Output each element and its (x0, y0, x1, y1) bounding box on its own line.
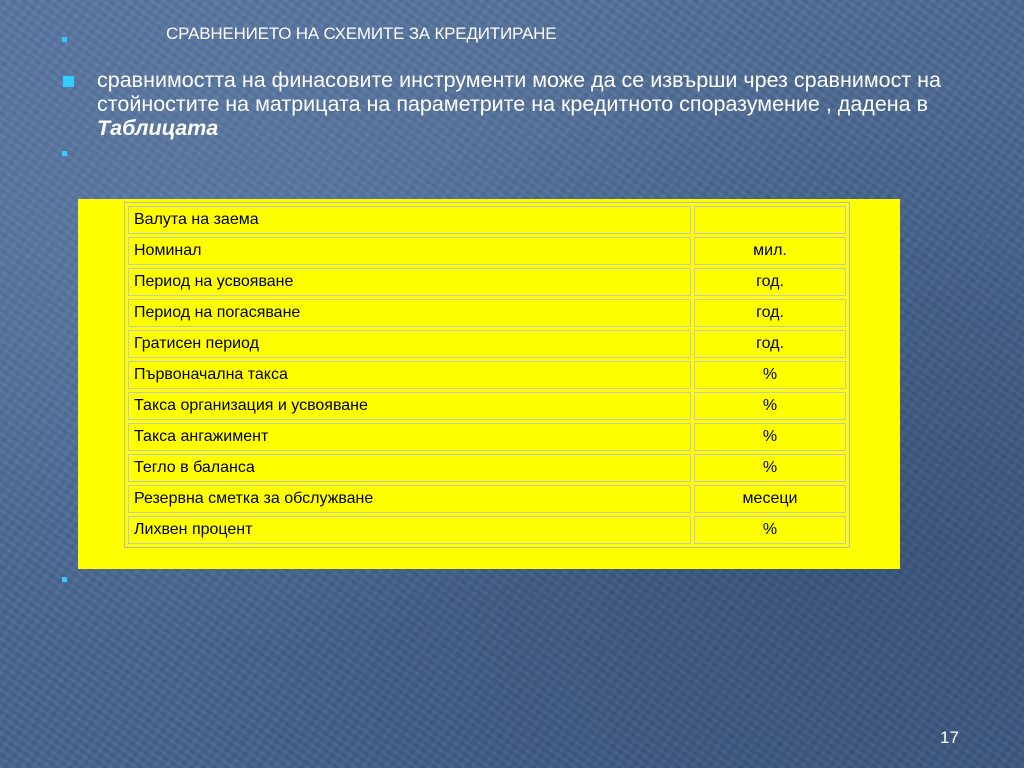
param-name: Номинал (128, 237, 691, 265)
page-number: 17 (940, 728, 959, 747)
param-unit: % (694, 423, 846, 451)
body-text: сравнимостта на финасовите инструменти може да се извърши чрез сравнимост на стойностите на матрицата на параметрите на кредитното споразумение , дадена в (97, 68, 941, 116)
param-name: Резервна сметка за обслужване (128, 485, 691, 513)
param-name: Валута на заема (128, 206, 691, 234)
body-paragraph (97, 68, 977, 140)
param-unit: месеци (694, 485, 846, 513)
param-unit: % (694, 361, 846, 389)
parameters-table (124, 202, 850, 548)
title-bullet (62, 37, 67, 42)
table-row (128, 237, 846, 265)
param-name: Лихвен процент (128, 516, 691, 544)
table-row (128, 454, 846, 482)
param-unit (694, 206, 846, 234)
param-unit: год. (694, 268, 846, 296)
table-row (128, 268, 846, 296)
param-unit: % (694, 392, 846, 420)
slide-title: СРАВНЕНИЕТО НА СХЕМИТЕ ЗА КРЕДИТИРАНЕ (166, 24, 557, 43)
param-name: Такса ангажимент (128, 423, 691, 451)
param-name: Такса организация и усвояване (128, 392, 691, 420)
empty-bullet (62, 151, 67, 156)
table-row (128, 423, 846, 451)
table-row (128, 206, 846, 234)
table-row (128, 516, 846, 544)
table-row (128, 361, 846, 389)
param-unit: мил. (694, 237, 846, 265)
param-name: Гратисен период (128, 330, 691, 358)
table-row (128, 485, 846, 513)
empty-bullet (62, 577, 67, 582)
table-row (128, 392, 846, 420)
param-unit: год. (694, 299, 846, 327)
param-name: Тегло в баланса (128, 454, 691, 482)
param-name: Първоначална такса (128, 361, 691, 389)
param-name: Период на погасяване (128, 299, 691, 327)
param-unit: год. (694, 330, 846, 358)
table-frame (78, 199, 900, 569)
body-bullet (63, 76, 74, 87)
table-row (128, 330, 846, 358)
param-unit: % (694, 454, 846, 482)
param-name: Период на усвояване (128, 268, 691, 296)
table-row (128, 299, 846, 327)
param-unit: % (694, 516, 846, 544)
body-emphasis: Таблицата (97, 116, 219, 140)
